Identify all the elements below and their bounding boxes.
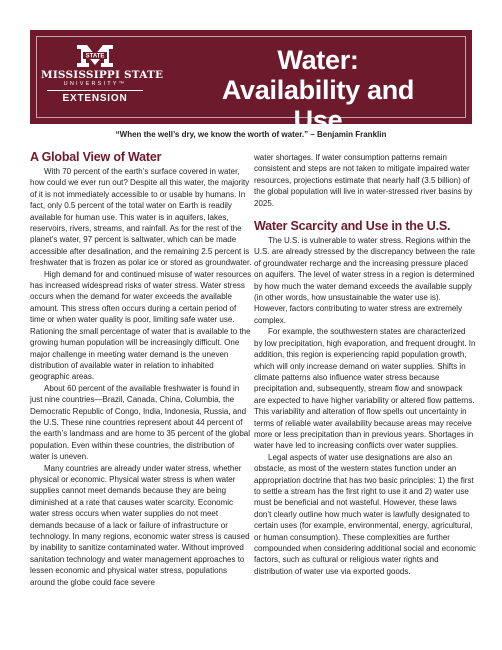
section-heading-global: A Global View of Water [30,150,162,164]
paragraph: The U.S. is vulnerable to water stress. Regions within the U.S. are already stressed by the discrepancy between the rate of groundwater recharge and the increasing pressure placed on aquifers. The level of water stress in a region is determined by how much the water demand exceeds the available supply (in other words, how unsustainable the water use is). However, factors contributing to water stress are extremely complex. [254,236,476,325]
paragraph: With 70 percent of the earth’s surface covered in water, how could we ever run out? Despite all this water, the majority of it is not immediately accessible to or usable by humans. In fact, only 0.5 percent of the total water on Earth is readily available for human use. This water is in aquifers, lakes, reservoirs, rivers, streams, and rainfall. As for the rest of the planet’s water, 97 percent is saltwater, which can be made accessible after desalination, and the remaining 2.5 percent is freshwater that is frozen as polar ice or stored as groundwater. [30,167,252,268]
page-title [198,45,438,135]
left-column [30,150,252,588]
section-heading-us: Water Scarcity and Use in the U.S. [254,219,451,234]
title-line-2: Availability and Use [221,75,415,135]
logo-university-name: MISSISSIPPI STATE [41,69,164,81]
paragraph: Many countries are already under water stress, whether physical or economic. Physical water stress is when water supplies cannot meet demands because they are being diminished at a rate that causes water scarcity. Economic water stress occurs when water supplies do not meet demands because of a lack or failure of infrastructure or technology. In many regions, economic water stress is caused by inability to sanitize contaminated water. Without improved sanitation technology and water management approaches to lessen economic and physical water stress, populations around the globe could face severe [30,463,250,587]
university-logo [41,43,164,117]
title-line-1: Water: [277,45,359,75]
logo-extension-label: EXTENSION [47,90,143,105]
logo-university-word: UNIVERSITY™ [63,81,127,87]
paragraph: About 60 percent of the available freshwater is found in just nine countries—Brazil, Canada, China, Columbia, the Democratic Republic of Congo, India, Indonesia, Russia, and the U.S. These nine countries represent about 44 percent of the earth’s landmass and are home to 35 percent of the global population. Even within these countries, the distribution of water is uneven. [30,383,250,462]
paragraph: For example, the southwestern states are characterized by low precipitation, high evaporation, and frequent drought. In addition, this region is experiencing rapid population growth, which will only increase demand on water supplies. Shifts in climate patterns also influence water stress because precipitation and, subsequently, stream flow and snowpack are expected to have higher variability or altered flow patterns. This variability and alteration of flow spells out uncertainty in terms of reliable water availability because areas may receive more or less precipitation than in previous years. Shortages in water have led to increasing conflicts over water supplies. [254,327,476,451]
state-m-logo-icon [75,43,115,69]
paragraph: Legal aspects of water use designations are also an obstacle, as most of the western states function under an appropriation doctrine that has two basic principles: 1) the first to settle a stream has the first right to use it and 2) water use must be beneficial and not wasteful. However, these laws don’t clearly outline how much water is lawfully designated to certain uses (for example, environmental, energy, agricultural, or human consumption). These complexities are further compounded when considering additional social and economic factors, such as cultural or religious water rights and distribution of water use via exported goods. [254,452,476,576]
right-column [254,152,476,577]
paragraph-continuation: water shortages. If water consumption patterns remain consistent and steps are not taken to mitigate impaired water resources, projections estimate that nearly half (3.5 billion) of the global population will live in water-stressed river basins by 2025. [254,153,473,208]
franklin-quote: “When the well’s dry, we know the worth of water.” – Benjamin Franklin [115,130,387,139]
logo-badge-text: STATE [85,53,105,60]
paragraph: High demand for and continued misuse of water resources has increased widespread risks of water stress. Water stress occurs when the demand for water exceeds the available amount. This stress often occurs during a certain period of time or when water quality is poor, limiting safe water use. Rationing the small percentage of water that is available to the growing human population will be increasingly difficult. One major challenge in meeting water demand is the uneven distribution of available water in relation to inhabited geographic areas. [30,269,252,382]
